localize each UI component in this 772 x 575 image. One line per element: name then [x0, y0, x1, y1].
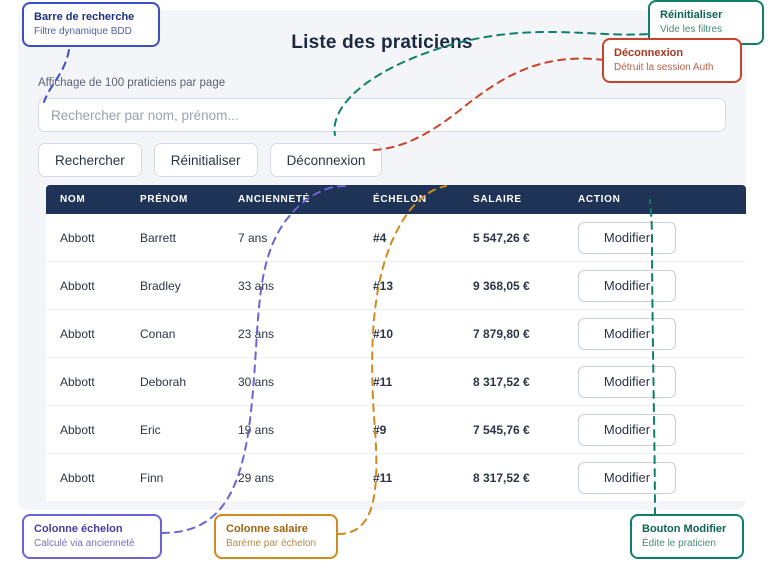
- column-header-prenom[interactable]: PRÉNOM: [140, 185, 238, 214]
- cell-salaire: 7 545,76 €: [473, 406, 578, 454]
- annotation-echelon-column: [22, 514, 162, 559]
- annotation-echelon-column-title: Colonne échelon: [34, 523, 123, 535]
- page-title: Liste des praticiens: [291, 32, 473, 53]
- annotation-salary-column-title: Colonne salaire: [226, 523, 308, 535]
- column-header-nom[interactable]: NOM: [46, 185, 140, 214]
- annotation-search-bar-sub: Filtre dynamique BDD: [34, 26, 132, 37]
- cell-anciennete: 23 ans: [238, 310, 373, 358]
- cell-anciennete: 19 ans: [238, 406, 373, 454]
- praticiens-table: [46, 185, 746, 501]
- column-header-echelon[interactable]: ÉCHELON: [373, 185, 473, 214]
- cell-nom: Abbott: [46, 262, 140, 310]
- modify-button[interactable]: Modifier: [578, 318, 676, 350]
- cell-prenom: Conan: [140, 310, 238, 358]
- cell-nom: Abbott: [46, 214, 140, 262]
- cell-salaire: 8 317,52 €: [473, 358, 578, 406]
- cell-echelon: #10: [373, 310, 473, 358]
- table-row: [46, 406, 746, 454]
- annotation-reset-sub: Vide les filtres: [660, 24, 723, 35]
- annotation-salary-column-sub: Barème par échelon: [226, 538, 317, 549]
- cell-echelon: #11: [373, 470, 393, 485]
- annotation-search-bar-title: Barre de recherche: [34, 11, 135, 23]
- search-button[interactable]: Rechercher: [38, 143, 142, 177]
- cell-echelon: #4: [373, 214, 473, 262]
- cell-anciennete: 30 ans: [238, 358, 373, 406]
- cell-nom: Abbott: [46, 310, 140, 358]
- cell-salaire: 9 368,05 €: [473, 262, 578, 310]
- annotation-salary-column: [214, 514, 338, 559]
- annotation-logout: [602, 38, 742, 83]
- column-header-action: ACTION: [578, 185, 746, 214]
- modify-button[interactable]: Modifier: [578, 222, 676, 254]
- cell-echelon: #13: [373, 262, 473, 310]
- table-row: [46, 358, 746, 406]
- praticiens-app-panel: [18, 10, 746, 510]
- column-header-salaire[interactable]: SALAIRE: [473, 185, 578, 214]
- reset-button[interactable]: Réinitialiser: [154, 143, 258, 177]
- annotation-modify-button-sub: Édite le praticien: [642, 538, 716, 549]
- annotation-modify-button: [630, 514, 744, 559]
- action-button-row: [38, 143, 382, 177]
- modify-button[interactable]: Modifier: [578, 414, 676, 446]
- cell-anciennete: 29 ans: [238, 470, 275, 485]
- cell-nom: Abbott: [46, 358, 140, 406]
- search-input[interactable]: [38, 98, 726, 132]
- cell-prenom: Barrett: [140, 214, 238, 262]
- cell-nom: Abbott: [60, 470, 95, 485]
- logout-button[interactable]: Déconnexion: [270, 143, 383, 177]
- modify-button[interactable]: Modifier: [578, 366, 676, 398]
- table-row: [46, 214, 746, 262]
- cell-salaire: 7 879,80 €: [473, 310, 578, 358]
- table-row: [46, 310, 746, 358]
- cell-salaire: 8 317,52 €: [473, 470, 530, 485]
- annotation-search-bar: [22, 2, 160, 47]
- column-header-anciennete[interactable]: ANCIENNETÉ: [238, 185, 373, 214]
- annotation-echelon-column-sub: Calculé via ancienneté: [34, 538, 135, 549]
- cell-echelon: #9: [373, 406, 473, 454]
- cell-prenom: Deborah: [140, 358, 238, 406]
- annotation-logout-sub: Détruit la session Auth: [614, 62, 714, 73]
- annotation-logout-title: Déconnexion: [614, 47, 684, 59]
- cell-prenom: Finn: [140, 470, 164, 485]
- annotation-modify-button-title: Bouton Modifier: [642, 523, 727, 535]
- cell-prenom: Bradley: [140, 262, 238, 310]
- pagination-count-label: Affichage de 100 praticiens par page: [38, 77, 226, 89]
- cell-nom: Abbott: [46, 406, 140, 454]
- table-row: [46, 262, 746, 310]
- cell-anciennete: 33 ans: [238, 262, 373, 310]
- cell-prenom: Eric: [140, 406, 238, 454]
- modify-button[interactable]: Modifier: [578, 270, 676, 302]
- table-row: [46, 454, 746, 502]
- cell-anciennete: 7 ans: [238, 214, 373, 262]
- table-header-row: [46, 185, 746, 214]
- modify-button[interactable]: Modifier: [578, 462, 676, 494]
- cell-echelon: #11: [373, 358, 473, 406]
- cell-salaire: 5 547,26 €: [473, 214, 578, 262]
- annotation-reset-title: Réinitialiser: [660, 9, 723, 21]
